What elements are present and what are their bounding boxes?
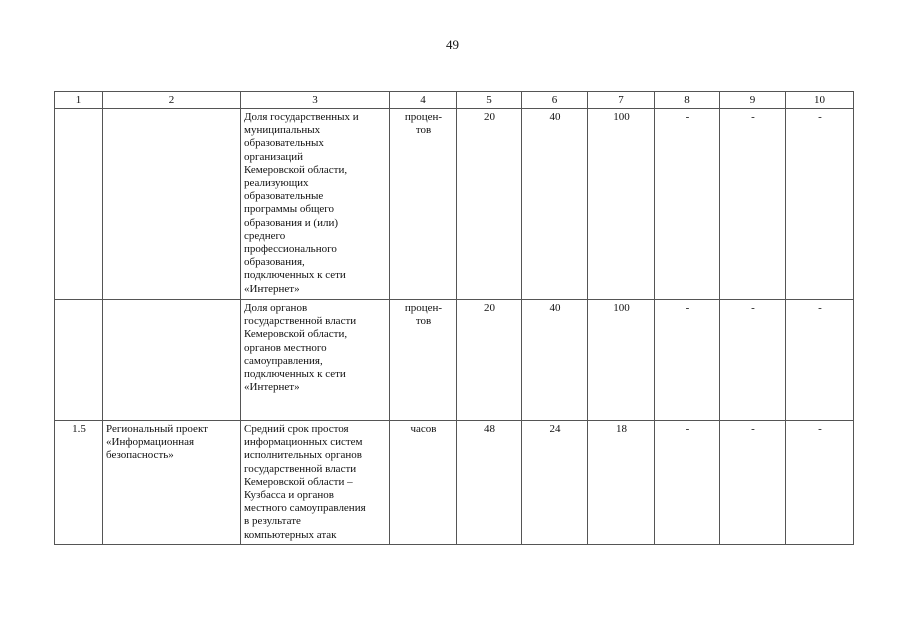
value-cell: 20 — [457, 109, 522, 300]
value-cell: 24 — [522, 421, 588, 545]
value-cell: 20 — [457, 300, 522, 421]
project-cell — [103, 109, 241, 300]
unit-text: процен- тов — [404, 111, 443, 137]
row-number-cell — [55, 300, 103, 421]
table-row — [55, 109, 854, 300]
unit-cell — [390, 109, 457, 300]
project-cell — [103, 421, 241, 545]
unit-cell — [390, 421, 457, 545]
table-header-row — [55, 92, 854, 109]
indicator-name: Доля органов государственной власти Кемеровской области, органов местного самоуправления, подключенных к сети «Интернет» — [244, 302, 357, 394]
header-cell: 2 — [103, 92, 241, 109]
indicator-name: Доля государственных и муниципальных образовательных организаций Кемеровской области, реализующих образовательные программы общего образования и (или) среднего профессионального образования, подключенных к сети «Интернет» — [244, 111, 359, 295]
header-cell: 9 — [720, 92, 786, 109]
value-cell: - — [655, 109, 720, 300]
project-cell — [103, 300, 241, 421]
header-cell: 3 — [241, 92, 390, 109]
value-cell: - — [786, 109, 854, 300]
value-cell: - — [655, 300, 720, 421]
value-cell: 40 — [522, 300, 588, 421]
header-cell: 5 — [457, 92, 522, 109]
value-cell: 100 — [588, 300, 655, 421]
value-cell: - — [720, 421, 786, 545]
value-cell: 18 — [588, 421, 655, 545]
table-row — [55, 300, 854, 421]
value-cell: - — [786, 421, 854, 545]
unit-text: процен- тов — [404, 302, 443, 328]
header-cell: 8 — [655, 92, 720, 109]
page-number: 49 — [446, 37, 459, 52]
value-cell: - — [720, 300, 786, 421]
indicator-cell — [241, 421, 390, 545]
indicator-cell — [241, 109, 390, 300]
value-cell: 48 — [457, 421, 522, 545]
row-number-cell — [55, 109, 103, 300]
value-cell: 100 — [588, 109, 655, 300]
header-cell: 1 — [55, 92, 103, 109]
indicator-cell — [241, 300, 390, 421]
value-cell: - — [720, 109, 786, 300]
indicator-name: Средний срок простоя информационных систем исполнительных органов государственной власти Кемеровской области – Кузбасса и органов местного самоуправления в результате компьютерных атак — [244, 423, 366, 541]
unit-cell — [390, 300, 457, 421]
value-cell: - — [786, 300, 854, 421]
indicators-table — [54, 91, 854, 545]
header-cell: 6 — [522, 92, 588, 109]
header-cell: 7 — [588, 92, 655, 109]
value-cell: - — [655, 421, 720, 545]
project-name: Региональный проект «Информационная безопасность» — [106, 423, 208, 462]
row-number-cell — [55, 421, 103, 545]
header-cell: 4 — [390, 92, 457, 109]
unit-text: часов — [410, 423, 437, 435]
row-number: 1.5 — [72, 423, 86, 435]
header-cell: 10 — [786, 92, 854, 109]
table-row — [55, 421, 854, 545]
value-cell: 40 — [522, 109, 588, 300]
